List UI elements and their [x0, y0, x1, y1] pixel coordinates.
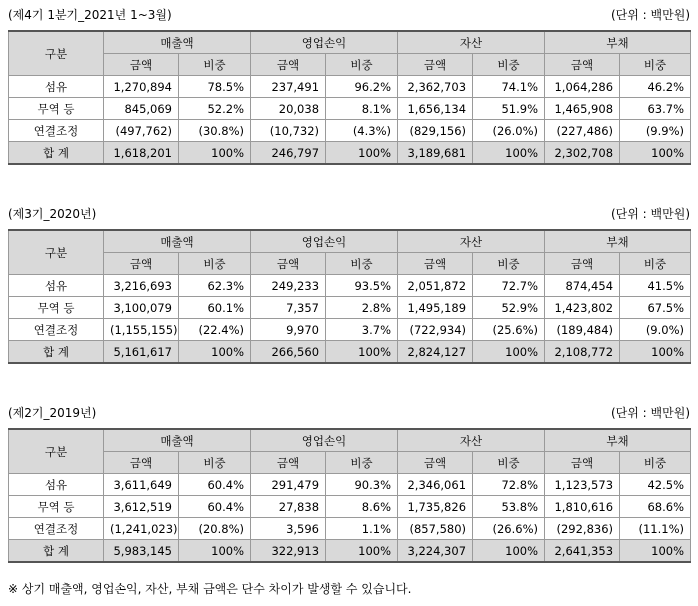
ratio-cell: 100%: [473, 142, 545, 165]
ratio-cell: 100%: [620, 540, 691, 563]
amount-header: 금액: [251, 54, 326, 76]
amount-cell: 266,560: [251, 341, 326, 364]
ratio-cell: 100%: [473, 540, 545, 563]
group-header: 영업손익: [251, 230, 398, 253]
footnote: ※ 상기 매출액, 영업손익, 자산, 부채 금액은 단수 차이가 발생할 수 있습니다.: [8, 582, 412, 596]
amount-cell: 2,362,703: [398, 76, 473, 98]
amount-cell: 2,346,061: [398, 474, 473, 496]
period-caption: (제3기_2020년): [8, 207, 97, 221]
amount-cell: 2,051,872: [398, 275, 473, 297]
ratio-cell: 42.5%: [620, 474, 691, 496]
ratio-cell: 96.2%: [326, 76, 398, 98]
ratio-cell: 72.8%: [473, 474, 545, 496]
table-row: [9, 98, 691, 120]
ratio-header: 비중: [620, 452, 691, 474]
group-header: 부채: [545, 429, 691, 452]
ratio-cell: (26.6%): [473, 518, 545, 540]
amount-header: 금액: [545, 54, 620, 76]
amount-cell: 237,491: [251, 76, 326, 98]
ratio-cell: 100%: [620, 341, 691, 364]
period-caption: (제2기_2019년): [8, 406, 97, 420]
category-header: 구분: [9, 429, 104, 474]
ratio-cell: 100%: [179, 341, 251, 364]
amount-cell: (857,580): [398, 518, 473, 540]
ratio-header: 비중: [326, 452, 398, 474]
row-label: 연결조정: [9, 120, 104, 142]
table-row: [9, 120, 691, 142]
amount-cell: (497,762): [104, 120, 179, 142]
unit-label: (단위 : 백만원): [611, 8, 690, 22]
row-label: 섬유: [9, 474, 104, 496]
ratio-cell: (9.0%): [620, 319, 691, 341]
ratio-cell: 100%: [620, 142, 691, 165]
amount-cell: 5,161,617: [104, 341, 179, 364]
category-header: 구분: [9, 230, 104, 275]
ratio-header: 비중: [473, 253, 545, 275]
row-label: 무역 등: [9, 98, 104, 120]
unit-label: (단위 : 백만원): [611, 406, 690, 420]
amount-cell: 322,913: [251, 540, 326, 563]
financial-table: [8, 30, 691, 165]
ratio-cell: 8.6%: [326, 496, 398, 518]
ratio-cell: (25.6%): [473, 319, 545, 341]
unit-label: (단위 : 백만원): [611, 207, 690, 221]
ratio-cell: 52.9%: [473, 297, 545, 319]
group-header: 부채: [545, 230, 691, 253]
amount-header: 금액: [104, 253, 179, 275]
row-label: 무역 등: [9, 496, 104, 518]
ratio-header: 비중: [179, 54, 251, 76]
amount-cell: 1,495,189: [398, 297, 473, 319]
amount-cell: 1,123,573: [545, 474, 620, 496]
ratio-cell: 1.1%: [326, 518, 398, 540]
group-header: 매출액: [104, 31, 251, 54]
ratio-cell: 68.6%: [620, 496, 691, 518]
amount-header: 금액: [251, 452, 326, 474]
amount-cell: 27,838: [251, 496, 326, 518]
ratio-header: 비중: [326, 54, 398, 76]
table-row: [9, 474, 691, 496]
row-label: 합 계: [9, 341, 104, 364]
amount-cell: 291,479: [251, 474, 326, 496]
amount-cell: 3,596: [251, 518, 326, 540]
amount-header: 금액: [104, 54, 179, 76]
amount-cell: 249,233: [251, 275, 326, 297]
row-label: 합 계: [9, 142, 104, 165]
group-header: 매출액: [104, 230, 251, 253]
amount-cell: 3,224,307: [398, 540, 473, 563]
ratio-header: 비중: [620, 54, 691, 76]
table-row: [9, 319, 691, 341]
group-header: 자산: [398, 429, 545, 452]
amount-header: 금액: [545, 253, 620, 275]
row-label: 무역 등: [9, 297, 104, 319]
amount-cell: (1,155,155): [104, 319, 179, 341]
amount-cell: 2,641,353: [545, 540, 620, 563]
amount-header: 금액: [545, 452, 620, 474]
amount-cell: 1,423,802: [545, 297, 620, 319]
amount-cell: (292,836): [545, 518, 620, 540]
ratio-cell: 2.8%: [326, 297, 398, 319]
ratio-cell: (4.3%): [326, 120, 398, 142]
amount-cell: 2,302,708: [545, 142, 620, 165]
ratio-cell: 60.1%: [179, 297, 251, 319]
amount-cell: 2,824,127: [398, 341, 473, 364]
ratio-cell: 62.3%: [179, 275, 251, 297]
ratio-cell: 41.5%: [620, 275, 691, 297]
amount-cell: 874,454: [545, 275, 620, 297]
table-row: [9, 496, 691, 518]
ratio-cell: 100%: [326, 341, 398, 364]
amount-cell: 1,656,134: [398, 98, 473, 120]
amount-header: 금액: [251, 253, 326, 275]
ratio-cell: (30.8%): [179, 120, 251, 142]
ratio-cell: 78.5%: [179, 76, 251, 98]
amount-cell: (189,484): [545, 319, 620, 341]
table-row: [9, 540, 691, 563]
table-row: [9, 142, 691, 165]
financial-table: [8, 229, 691, 364]
amount-cell: 246,797: [251, 142, 326, 165]
amount-cell: 1,270,894: [104, 76, 179, 98]
ratio-cell: 100%: [179, 142, 251, 165]
amount-cell: (10,732): [251, 120, 326, 142]
amount-header: 금액: [398, 452, 473, 474]
ratio-cell: (20.8%): [179, 518, 251, 540]
amount-cell: 3,612,519: [104, 496, 179, 518]
table-row: [9, 297, 691, 319]
amount-cell: 2,108,772: [545, 341, 620, 364]
amount-cell: 5,983,145: [104, 540, 179, 563]
amount-cell: (227,486): [545, 120, 620, 142]
ratio-cell: (22.4%): [179, 319, 251, 341]
ratio-cell: 52.2%: [179, 98, 251, 120]
ratio-cell: 46.2%: [620, 76, 691, 98]
ratio-cell: 53.8%: [473, 496, 545, 518]
amount-cell: 9,970: [251, 319, 326, 341]
ratio-cell: (9.9%): [620, 120, 691, 142]
amount-header: 금액: [104, 452, 179, 474]
category-header: 구분: [9, 31, 104, 76]
amount-cell: 1,618,201: [104, 142, 179, 165]
amount-cell: 1,735,826: [398, 496, 473, 518]
row-label: 합 계: [9, 540, 104, 563]
table-row: [9, 275, 691, 297]
ratio-cell: 8.1%: [326, 98, 398, 120]
ratio-cell: 67.5%: [620, 297, 691, 319]
amount-cell: 1,465,908: [545, 98, 620, 120]
amount-cell: 3,216,693: [104, 275, 179, 297]
amount-cell: 3,611,649: [104, 474, 179, 496]
ratio-header: 비중: [179, 452, 251, 474]
ratio-header: 비중: [620, 253, 691, 275]
group-header: 영업손익: [251, 31, 398, 54]
group-header: 자산: [398, 31, 545, 54]
ratio-cell: 63.7%: [620, 98, 691, 120]
table-row: [9, 341, 691, 364]
ratio-cell: 3.7%: [326, 319, 398, 341]
table-row: [9, 76, 691, 98]
ratio-cell: 100%: [473, 341, 545, 364]
amount-header: 금액: [398, 253, 473, 275]
amount-cell: 845,069: [104, 98, 179, 120]
ratio-cell: (26.0%): [473, 120, 545, 142]
ratio-cell: 100%: [179, 540, 251, 563]
ratio-cell: 72.7%: [473, 275, 545, 297]
ratio-header: 비중: [326, 253, 398, 275]
amount-cell: (1,241,023): [104, 518, 179, 540]
row-label: 연결조정: [9, 319, 104, 341]
ratio-cell: 60.4%: [179, 474, 251, 496]
group-header: 부채: [545, 31, 691, 54]
ratio-cell: 51.9%: [473, 98, 545, 120]
ratio-cell: 93.5%: [326, 275, 398, 297]
row-label: 섬유: [9, 76, 104, 98]
ratio-header: 비중: [473, 54, 545, 76]
ratio-header: 비중: [473, 452, 545, 474]
group-header: 매출액: [104, 429, 251, 452]
amount-cell: 20,038: [251, 98, 326, 120]
table-row: [9, 518, 691, 540]
ratio-header: 비중: [179, 253, 251, 275]
amount-cell: 1,810,616: [545, 496, 620, 518]
group-header: 자산: [398, 230, 545, 253]
ratio-cell: (11.1%): [620, 518, 691, 540]
financial-table: [8, 428, 691, 563]
amount-cell: (829,156): [398, 120, 473, 142]
group-header: 영업손익: [251, 429, 398, 452]
ratio-cell: 100%: [326, 142, 398, 165]
ratio-cell: 90.3%: [326, 474, 398, 496]
ratio-cell: 74.1%: [473, 76, 545, 98]
amount-cell: (722,934): [398, 319, 473, 341]
amount-cell: 1,064,286: [545, 76, 620, 98]
amount-cell: 3,100,079: [104, 297, 179, 319]
ratio-cell: 100%: [326, 540, 398, 563]
row-label: 연결조정: [9, 518, 104, 540]
amount-cell: 7,357: [251, 297, 326, 319]
row-label: 섬유: [9, 275, 104, 297]
period-caption: (제4기 1분기_2021년 1~3월): [8, 8, 172, 22]
amount-cell: 3,189,681: [398, 142, 473, 165]
amount-header: 금액: [398, 54, 473, 76]
ratio-cell: 60.4%: [179, 496, 251, 518]
